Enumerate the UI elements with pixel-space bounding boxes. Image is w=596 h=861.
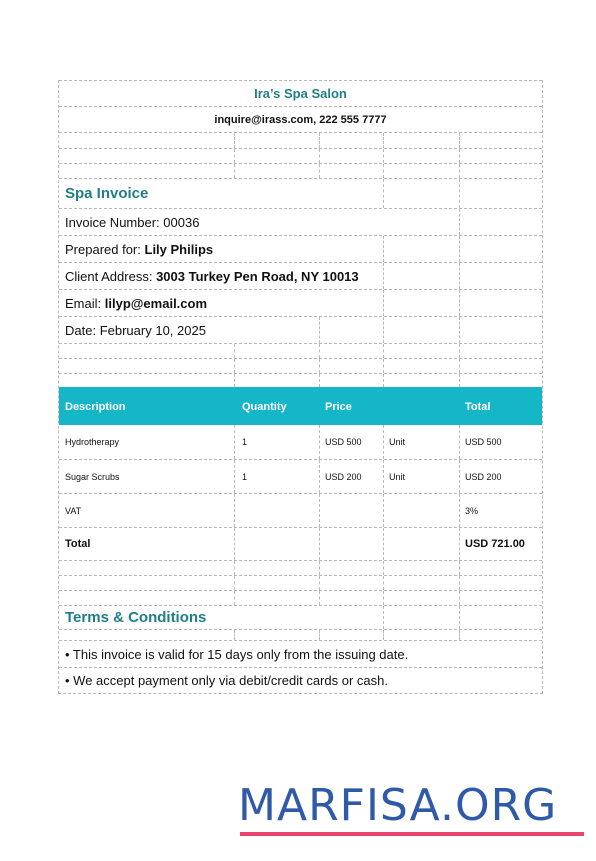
cell-price: USD 500 [325,437,362,447]
client-email-label: Email: [65,295,102,311]
invoice-title: Spa Invoice [65,185,149,202]
invoice-number-label: Invoice Number: [65,214,160,230]
client-address [65,263,359,289]
terms-item: • We accept payment only via debit/credit cards or cash. [65,673,388,688]
company-contact: inquire@irass.com, 222 555 7777 [214,113,387,126]
spacer-row [59,575,542,590]
cell-quantity: 1 [242,471,248,482]
terms-item-row [59,667,542,693]
invoice-date [65,317,206,343]
logo-text: MARFISA.ORG [238,780,558,831]
invoice-number [65,209,199,235]
prepared-for-label: Prepared for: [65,241,141,257]
company-row [59,80,542,106]
total-label: Total [65,538,91,550]
col-header-quantity: Quantity [242,400,287,413]
terms-item-row [59,640,542,667]
total-value: USD 721.00 [465,538,525,550]
client-address-row [59,262,542,289]
cell-total: USD 200 [465,471,502,482]
prepared-for-row [59,235,542,262]
spacer-row [59,590,542,605]
col-header-description: Description [65,400,126,413]
col-header-total: Total [465,400,491,413]
terms-item: • This invoice is valid for 15 days only from the issuing date. [65,646,409,662]
date-row [59,316,542,343]
spacer-row [59,132,542,148]
cell-description: Hydrotherapy [65,437,120,447]
client-address-label: Client Address: [65,268,153,284]
col-header-price: Price [325,400,352,413]
spacer-row [59,163,542,178]
spacer-row [59,373,542,387]
cell-total: 3% [465,505,479,516]
table-row [59,425,542,459]
invoice-number-value: 00036 [163,214,200,230]
items-table-header [59,387,542,425]
company-name: Ira’s Spa Salon [254,86,347,101]
client-email [65,290,207,316]
cell-price: USD 200 [325,471,362,482]
spacer-row [59,148,542,163]
invoice-title-row [59,178,542,208]
spacer-row [59,358,542,373]
invoice-date-label: Date: [65,322,97,338]
client-address-value: 3003 Turkey Pen Road, NY 10013 [156,268,359,284]
marfisa-logo [238,780,586,840]
contact-row [59,106,542,132]
invoice-number-row [59,208,542,235]
cell-quantity: 1 [242,437,248,447]
spacer-row [59,560,542,575]
spacer-row [59,343,542,358]
table-row-total [59,527,542,560]
table-row [59,459,542,493]
spacer-row [59,629,542,640]
cell-unit: Unit [389,437,406,447]
email-row [59,289,542,316]
invoice-date-value: February 10, 2025 [99,322,206,338]
table-row-vat [59,493,542,527]
prepared-for-value: Lily Philips [144,241,214,257]
terms-title-row [59,605,542,629]
client-email-value: lilyp@email.com [104,295,208,311]
invoice-sheet [58,80,543,694]
cell-unit: Unit [389,471,406,482]
cell-total: USD 500 [465,437,502,447]
prepared-for [65,236,213,262]
cell-description: Sugar Scrubs [65,471,120,482]
logo-underline [240,832,584,836]
cell-description: VAT [65,505,82,516]
terms-title: Terms & Conditions [65,609,207,626]
